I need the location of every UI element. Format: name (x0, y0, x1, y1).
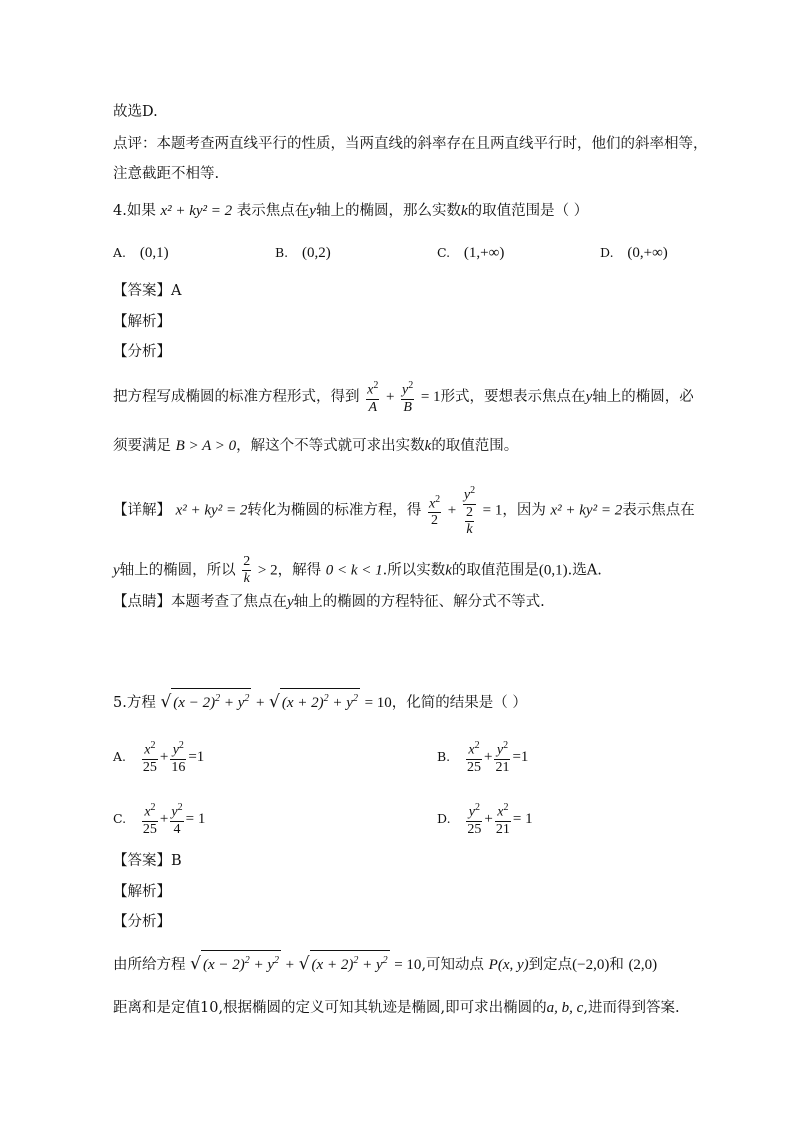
q5-option-b-label: B. (437, 748, 451, 764)
q4-detail-text-a: 转化为椭圆的标准方程，得 (247, 502, 422, 519)
q5-stem-prefix: 5.方程 (113, 695, 156, 711)
q5-analysis-l1-b: ,可知动点 (421, 957, 485, 973)
q4-dianjing-b: 轴上的椭圆的方程特征、解分式不等式. (293, 594, 545, 610)
q4-detail-text-c: 表示焦点在 (622, 502, 695, 519)
q4-option-d-label: D. (600, 245, 614, 260)
q4-detail-equation-2: x² + ky² = 2 (550, 502, 623, 519)
q4-stem-prefix: 4.如果 (113, 203, 156, 219)
q3-comment-line1: 点评：本题考查两直线平行的性质，当两直线的斜率存在且两直线平行时，他们的斜率相等， (113, 136, 708, 152)
q4-option-a (113, 243, 169, 263)
q4-answer: 【答案】A (113, 283, 182, 299)
q5-answer: 【答案】B (113, 853, 182, 869)
fraction-y2-over-b: $\frac{y^2}{B}$ (402, 380, 414, 415)
q4-stem-end: 的取值范围是（ ） (467, 203, 589, 219)
q3-comment-line2: 注意截距不相等. (113, 166, 220, 182)
q5-analysis-l2-a: 距离和是定值10,根据椭圆的定义可知其轨迹是椭圆,即可求出椭圆的 (113, 1000, 547, 1016)
q4-option-b-value: (0,2) (302, 245, 331, 261)
q4-detail-tag: 【详解】 (113, 502, 171, 519)
q5-analysis-line1: 由所给方程 √ $(x - 2)^2 + y^2$ + √ $(x + 2)^2 + y^2 = 10$,可知动点 P(x, y)到定点(−2,0)和 (2,0) (113, 950, 657, 975)
q5-point: P(x, y) (488, 957, 529, 973)
q4-fenxi: 【分析】 (113, 344, 171, 360)
q4-option-c-label: C. (437, 245, 451, 260)
q4-detail-text-b: ，因为 (502, 502, 546, 519)
q5-option-a-label: A. (113, 748, 127, 764)
q4-analysis-text-b: 形式，要想表示焦点在 (440, 388, 586, 405)
q4-option-d-value: (0,+∞) (627, 245, 668, 261)
q4-detail-l2-e: .选A. (567, 562, 602, 579)
q5-option-c: C. $\frac{x^2}{25}$ + $\frac{y^2}{4}$ = 1 (113, 802, 206, 837)
q3-choose-text: 故选D. (113, 104, 158, 120)
q4-analysis-l2-c: 的取值范围。 (431, 438, 519, 454)
q4-option-c (437, 243, 504, 263)
q4-detail-inequality: 0 < k < 1 (325, 562, 383, 579)
q4-option-d (600, 243, 668, 263)
q5-fenxi: 【分析】 (113, 914, 171, 930)
q5-sqrt-1: $(x - 2)^2 + y^2$ (171, 688, 251, 713)
q5-jiexi: 【解析】 (113, 884, 171, 900)
q5-option-c-label: C. (113, 810, 127, 826)
q4-option-b-label: B. (275, 245, 289, 260)
q5-analysis-l1-a: 由所给方程 (113, 957, 186, 973)
q4-dianjing: 【点睛】本题考查了焦点在y轴上的椭圆的方程特征、解分式不等式. (113, 594, 545, 610)
q4-detail-l2-c: .所以实数 (382, 562, 446, 579)
q5-analysis-line2 (113, 998, 680, 1018)
q4-detail-line1: 【详解】 x² + ky² = 2转化为椭圆的标准方程，得 $\frac{x^2}{2}$ + $\frac{y^2}{\frac{2}{k}}$ = 1，因为 x² + ky² = 2表示焦点在 (113, 485, 695, 537)
q5-option-a: A. $\frac{x^2}{25}$ + $\frac{y^2}{16}$ =1 (113, 740, 205, 775)
q4-detail-line2: y轴上的椭圆，所以 $\frac{2}{k}$ > 2，解得 0 < k < 1.所以实数k的取值范围是(0,1).选A. (113, 554, 602, 586)
q4-stem (113, 201, 588, 221)
q5-point-2: (2,0) (628, 957, 658, 973)
q4-stem-y: y (309, 203, 316, 219)
q4-analysis-text-a: 把方程写成椭圆的标准方程形式，得到 (113, 388, 360, 405)
q4-analysis-l2-b: ，解这个不等式就可求出实数 (236, 438, 425, 454)
q4-detail-equation: x² + ky² = 2 (175, 502, 248, 519)
q5-point-1: (−2,0) (572, 957, 610, 973)
q4-analysis-line2: 须要满足 B > A > 0，解这个不等式就可求出实数k的取值范围。 (113, 438, 519, 454)
q4-detail-l2-b: ，解得 (277, 562, 322, 579)
fraction-x2-over-a: $\frac{x^2}{A}$ (367, 380, 379, 415)
q4-detail-l2-a: 轴上的椭圆，所以 (119, 562, 236, 579)
q4-detail-l2-d: 的取值范围是 (451, 562, 539, 579)
q5-sqrt-2: $(x + 2)^2 + y^2$ (280, 688, 360, 713)
q4-stem-mid: 表示焦点在 (236, 203, 310, 219)
q5-stem-suffix: ，化简的结果是（ ） (391, 695, 527, 711)
q4-analysis-text-c: 轴上的椭圆，必 (592, 388, 694, 405)
q5-analysis-l1-d: 和 (609, 957, 624, 973)
q4-stem-equation: x² + ky² = 2 (160, 203, 233, 219)
q4-analysis-inequality: B > A > 0 (175, 438, 237, 454)
fraction-2-over-k: $\frac{2}{k}$ (243, 554, 251, 586)
q4-jiexi: 【解析】 (113, 314, 171, 330)
q4-analysis-l2-a: 须要满足 (113, 438, 171, 454)
q4-option-b (275, 243, 331, 263)
q4-stem-k: k (460, 203, 468, 219)
q5-analysis-l1-c: 到定点 (528, 957, 573, 973)
q4-stem-suffix: 轴上的椭圆，那么实数 (315, 203, 461, 219)
q4-detail-range: (0,1) (538, 562, 568, 579)
q4-option-c-value: (1,+∞) (463, 245, 505, 261)
q4-dianjing-a: 【点睛】本题考查了焦点在 (113, 594, 287, 610)
q5-stem: 5.方程 √ $(x - 2)^2 + y^2$ + √ $(x + 2)^2 + y^2 = 10$，化简的结果是（ ） (113, 688, 527, 713)
q4-option-a-value: (0,1) (139, 245, 169, 261)
q5-option-d: D. $\frac{y^2}{25}$ + $\frac{x^2}{21}$ = 1 (437, 802, 533, 837)
q5-abc: a, b, c (546, 1000, 584, 1016)
q5-option-d-label: D. (437, 810, 451, 826)
fraction-x2-over-2: $\frac{x^2}{2}$ (428, 493, 441, 529)
q4-option-a-label: A. (113, 245, 127, 260)
q5-option-b: B. $\frac{x^2}{25}$ + $\frac{y^2}{21}$ =1 (437, 740, 529, 775)
fraction-y2-over-2k: $\frac{y^2}{\frac{2}{k}}$ (463, 485, 476, 537)
q5-analysis-l2-b: ,进而得到答案. (583, 1000, 680, 1016)
q4-analysis-line1: 把方程写成椭圆的标准方程形式，得到 $\frac{x^2}{A}$ + $\frac{y^2}{B}$ = 1形式，要想表示焦点在y轴上的椭圆，必 (113, 380, 694, 415)
